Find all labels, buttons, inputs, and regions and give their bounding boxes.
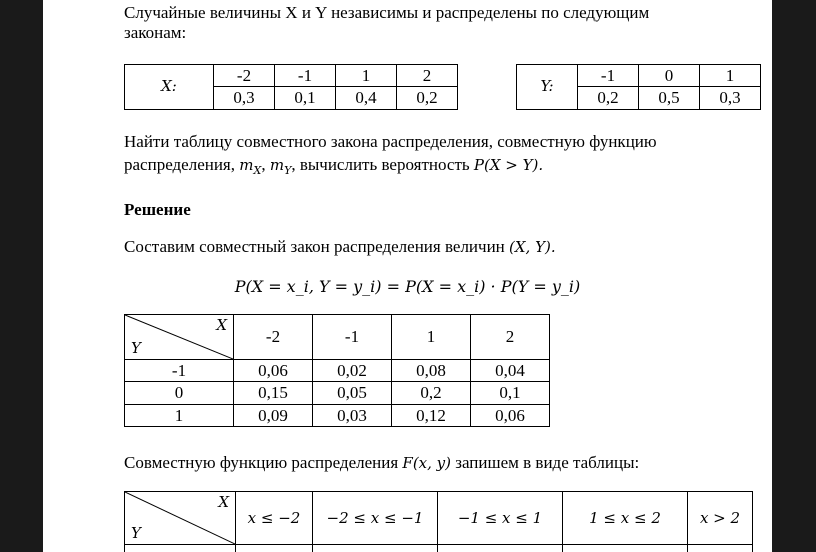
law-y-prob: 0,2 <box>578 87 639 109</box>
table-row <box>125 404 550 426</box>
cdf-header: −1 ≤ x ≤ 1 <box>438 492 563 545</box>
cdf-line <box>124 452 746 473</box>
cdf-header: 1 ≤ x ≤ 2 <box>563 492 688 545</box>
task-text: Найти таблицу совместного закона распределения, совместную функцию <box>124 132 657 151</box>
table-row <box>125 545 753 552</box>
joint-cell: 0,04 <box>471 360 550 382</box>
cdf-header: x > 2 <box>688 492 753 545</box>
table-row <box>125 360 550 382</box>
law-y-prob: 0,5 <box>639 87 700 109</box>
compose-text: Составим совместный закон распределения величин <box>124 237 505 256</box>
intro-line-2 <box>124 22 746 43</box>
law-y-value: -1 <box>578 65 639 87</box>
compose-math: (X, Y). <box>509 238 556 256</box>
compose-line <box>124 236 746 257</box>
law-y-table <box>516 64 761 110</box>
cdf-text: Совместную функцию распределения <box>124 453 399 472</box>
table-row <box>125 382 550 404</box>
math-prob: P(X > Y). <box>473 156 544 174</box>
joint-x-header: -1 <box>313 315 392 360</box>
joint-table <box>124 314 550 427</box>
solution-heading: Решение <box>124 200 191 219</box>
task-text-2: распределения, <box>124 155 235 174</box>
task-line-2: распределения, $m_X$, $m_Y$, вычислить вероятность P(X > Y). <box>124 155 544 177</box>
corner-x-label: X <box>216 316 227 334</box>
intro-text: Случайные величины X и Y независимы и распределены по следующим <box>124 3 650 22</box>
joint-cell: 0,08 <box>392 360 471 382</box>
law-y-label: Y: <box>517 65 578 110</box>
cdf-header: −2 ≤ x ≤ −1 <box>313 492 438 545</box>
joint-cell: 0,02 <box>313 360 392 382</box>
math-my: $m_Y$ <box>269 156 292 177</box>
intro-line-1 <box>124 2 746 23</box>
joint-cell: 0,06 <box>234 360 313 382</box>
right-dark-margin <box>772 0 816 552</box>
joint-x-header: -2 <box>234 315 313 360</box>
joint-y-value: 0 <box>125 382 234 404</box>
law-x-value: -1 <box>275 65 336 87</box>
task-text-3: , вычислить вероятность <box>291 155 470 174</box>
document-page <box>43 0 772 552</box>
law-x-prob: 0,3 <box>214 87 275 109</box>
law-y-value: 1 <box>700 65 761 87</box>
law-x-label: X: <box>125 65 214 110</box>
joint-cell: 0,05 <box>313 382 392 404</box>
law-x-value: 2 <box>397 65 458 87</box>
joint-cell: 0,1 <box>471 382 550 404</box>
joint-cell: 0,12 <box>392 404 471 426</box>
joint-y-value: 1 <box>125 404 234 426</box>
law-y-value: 0 <box>639 65 700 87</box>
law-x-value: 1 <box>336 65 397 87</box>
joint-cell: 0,09 <box>234 404 313 426</box>
task-line-1 <box>124 131 746 152</box>
cdf-math: F(x, y) <box>402 454 452 472</box>
joint-cell: 0,06 <box>471 404 550 426</box>
law-x-prob: 0,2 <box>397 87 458 109</box>
joint-cell: 0,2 <box>392 382 471 404</box>
intro-text-2: законам: <box>124 23 187 42</box>
joint-cell: 0,15 <box>234 382 313 404</box>
corner-x-label: X <box>218 493 229 511</box>
cdf-corner <box>125 492 236 545</box>
law-x-table <box>124 64 458 110</box>
joint-x-header: 1 <box>392 315 471 360</box>
cdf-text-2: запишем в виде таблицы: <box>455 453 640 472</box>
formula: P(X = x_i, Y = y_i) = P(X = x_i) · P(Y = y_i) <box>234 277 581 296</box>
law-x-value: -2 <box>214 65 275 87</box>
joint-y-value: -1 <box>125 360 234 382</box>
corner-y-label: Y <box>131 524 141 543</box>
cdf-table <box>124 491 753 552</box>
law-y-prob: 0,3 <box>700 87 761 109</box>
law-x-prob: 0,1 <box>275 87 336 109</box>
joint-corner <box>125 315 234 360</box>
law-x-prob: 0,4 <box>336 87 397 109</box>
corner-y-label: Y <box>131 339 141 358</box>
math-mx: $m_X$ <box>239 156 262 177</box>
left-dark-margin <box>0 0 43 552</box>
joint-cell: 0,03 <box>313 404 392 426</box>
cdf-header: x ≤ −2 <box>236 492 313 545</box>
joint-x-header: 2 <box>471 315 550 360</box>
